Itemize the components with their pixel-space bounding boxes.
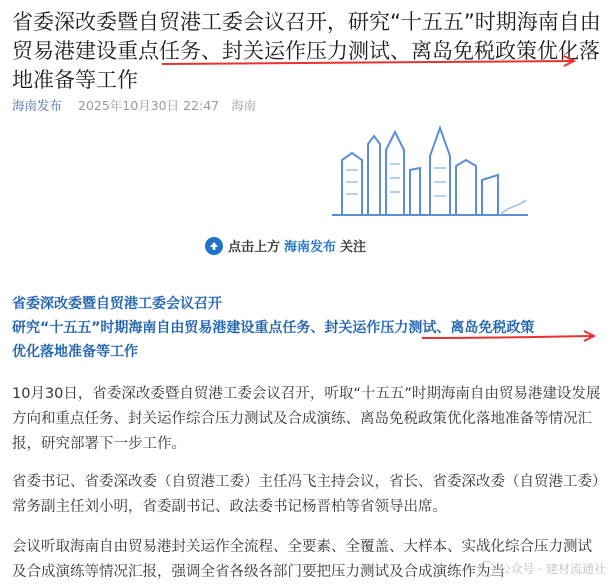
watermark-text: 公众号 · 建材流通社 — [498, 562, 606, 576]
banner-follow-text: 关注 — [340, 240, 367, 255]
publish-date: 2025年10月30日 22:47 — [78, 98, 220, 113]
annotation-arrow-lead — [420, 330, 600, 344]
lead-line-1: 省委深改委暨自贸港工委会议召开 — [12, 296, 222, 312]
article-title: 省委深改委暨自贸港工委会议召开，研究“十五五”时期海南自由贸易港建设重点任务、封关运作压力测试、离岛免税政策优化落地准备等工作 — [12, 10, 601, 92]
city-skyline-illustration — [330, 120, 530, 220]
lead-line-3: 优化落地准备等工作 — [12, 344, 138, 360]
lead-line-2: 研究“十五五”时期海南自由贸易港建设重点任务、封关运作压力测试、离岛免税政策 — [12, 320, 535, 336]
watermark — [479, 560, 606, 577]
body-paragraph-1: 10月30日，省委深改委暨自贸港工委会议召开，听取“十五五”时期海南自由贸易港建设发展方向和重点任务、封关运作综合压力测试及合成演练、离岛免税政策优化落地准备等情况汇报，研究部署下一步工作。 — [12, 386, 601, 452]
annotation-arrow-title — [160, 55, 580, 69]
follow-banner[interactable] — [205, 236, 366, 255]
banner-account-name[interactable]: 海南发布 — [284, 240, 337, 255]
article-meta — [12, 96, 256, 114]
wechat-account-icon — [479, 561, 495, 577]
source-link[interactable]: 海南发布 — [12, 98, 63, 113]
banner-click-text: 点击上方 — [228, 240, 281, 255]
body-paragraph-2: 省委书记、省委深改委（自贸港工委）主任冯飞主持会议，省长、省委深改委（自贸港工委）常务副主任刘小明，省委副书记、政法委书记杨晋柏等省领导出席。 — [12, 474, 600, 515]
publish-location: 海南 — [231, 98, 257, 113]
body-paragraph-3: 会议听取海南自由贸易港封关运作全流程、全要素、全覆盖、大样本、实战化综合压力测试及合成演练等情况汇报，强调全省各级各部门要把压力测试及合成演练作为当 — [12, 539, 592, 580]
arrow-up-icon — [205, 237, 223, 255]
